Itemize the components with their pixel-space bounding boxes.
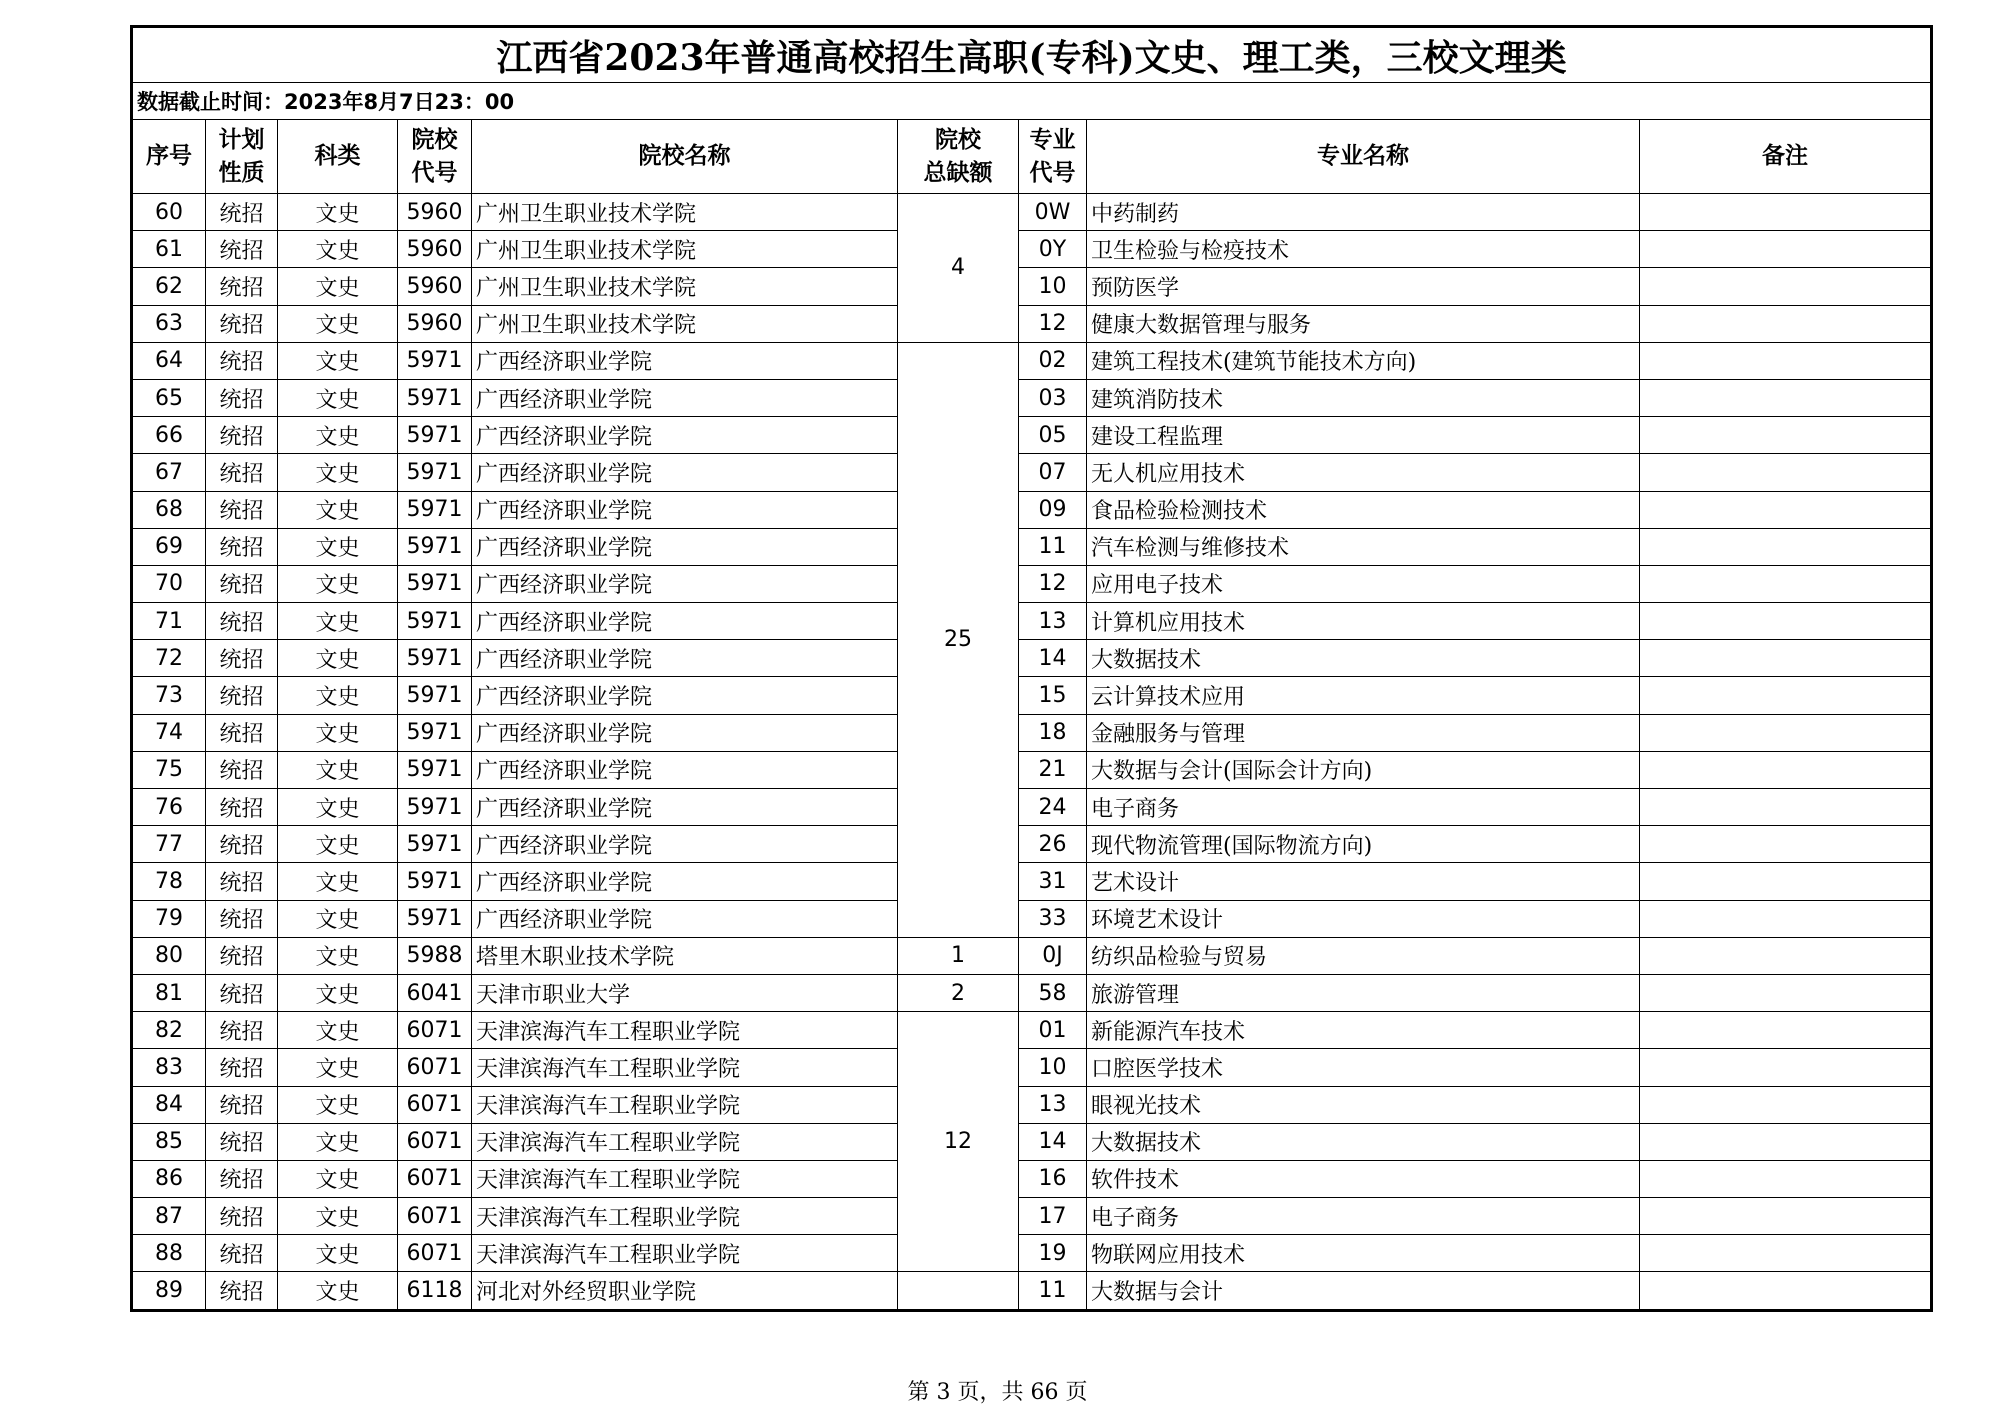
cell-plan-type: 统招 — [206, 974, 278, 1011]
cell-category: 文史 — [278, 603, 398, 640]
cell-category: 文史 — [278, 454, 398, 491]
cell-remark — [1640, 1012, 1932, 1049]
cell-category: 文史 — [278, 900, 398, 937]
table-row — [132, 826, 1932, 863]
cell-seq: 80 — [132, 937, 206, 974]
cell-seq: 62 — [132, 268, 206, 305]
cell-plan-type: 统招 — [206, 1012, 278, 1049]
cell-school-name: 塔里木职业技术学院 — [472, 937, 898, 974]
cell-plan-type: 统招 — [206, 640, 278, 677]
cell-major-code: 24 — [1019, 789, 1087, 826]
cell-remark — [1640, 863, 1932, 900]
column-header-row — [132, 120, 1932, 194]
cell-school-name: 广西经济职业学院 — [472, 603, 898, 640]
cell-school-code: 5960 — [398, 194, 472, 231]
cell-category: 文史 — [278, 491, 398, 528]
cell-seq: 77 — [132, 826, 206, 863]
cell-major-code: 12 — [1019, 305, 1087, 342]
table-row — [132, 1049, 1932, 1086]
cell-major-name: 大数据与会计 — [1087, 1272, 1640, 1310]
cell-school-name: 广州卫生职业技术学院 — [472, 231, 898, 268]
cell-seq: 69 — [132, 528, 206, 565]
cell-school-code: 6071 — [398, 1049, 472, 1086]
cell-school-code: 6071 — [398, 1012, 472, 1049]
cell-school-code: 6118 — [398, 1272, 472, 1310]
cell-plan-type: 统招 — [206, 491, 278, 528]
cell-seq: 85 — [132, 1123, 206, 1160]
cell-major-name: 现代物流管理(国际物流方向) — [1087, 826, 1640, 863]
cell-category: 文史 — [278, 751, 398, 788]
cell-major-name: 食品检验检测技术 — [1087, 491, 1640, 528]
cell-school-code: 5971 — [398, 565, 472, 602]
table-row — [132, 1086, 1932, 1123]
cell-plan-type: 统招 — [206, 900, 278, 937]
admissions-table — [130, 25, 1933, 1312]
cell-major-name: 汽车检测与维修技术 — [1087, 528, 1640, 565]
cell-plan-type: 统招 — [206, 1123, 278, 1160]
cell-remark — [1640, 1160, 1932, 1197]
cell-major-name: 物联网应用技术 — [1087, 1235, 1640, 1272]
cell-major-name: 建设工程监理 — [1087, 417, 1640, 454]
cell-major-code: 03 — [1019, 379, 1087, 416]
col-header-major-name: 专业名称 — [1087, 120, 1640, 194]
cell-category: 文史 — [278, 677, 398, 714]
table-row — [132, 789, 1932, 826]
table-body — [132, 194, 1932, 1311]
cell-plan-type: 统招 — [206, 751, 278, 788]
cell-plan-type: 统招 — [206, 565, 278, 602]
cell-seq: 71 — [132, 603, 206, 640]
cell-category: 文史 — [278, 305, 398, 342]
table-row — [132, 528, 1932, 565]
cell-remark — [1640, 528, 1932, 565]
cell-plan-type: 统招 — [206, 1198, 278, 1235]
cell-remark — [1640, 1235, 1932, 1272]
cell-category: 文史 — [278, 714, 398, 751]
cell-remark — [1640, 454, 1932, 491]
cell-plan-type: 统招 — [206, 305, 278, 342]
cell-seq: 60 — [132, 194, 206, 231]
cell-school-code: 5971 — [398, 714, 472, 751]
cell-major-name: 大数据技术 — [1087, 640, 1640, 677]
cell-major-name: 建筑消防技术 — [1087, 379, 1640, 416]
cell-school-name: 广西经济职业学院 — [472, 789, 898, 826]
cell-category: 文史 — [278, 826, 398, 863]
cell-major-name: 云计算技术应用 — [1087, 677, 1640, 714]
cell-seq: 88 — [132, 1235, 206, 1272]
table-row — [132, 454, 1932, 491]
cell-plan-type: 统招 — [206, 937, 278, 974]
cell-plan-type: 统招 — [206, 1235, 278, 1272]
cell-school-code: 5971 — [398, 751, 472, 788]
cell-school-name: 广西经济职业学院 — [472, 491, 898, 528]
col-header-plan-type: 计划 性质 — [206, 120, 278, 194]
cell-school-code: 5971 — [398, 491, 472, 528]
cell-major-name: 眼视光技术 — [1087, 1086, 1640, 1123]
col-header-vacancy: 院校 总缺额 — [898, 120, 1019, 194]
cell-category: 文史 — [278, 231, 398, 268]
cell-plan-type: 统招 — [206, 714, 278, 751]
cell-plan-type: 统招 — [206, 342, 278, 379]
table-row — [132, 714, 1932, 751]
col-header-major-code: 专业 代号 — [1019, 120, 1087, 194]
cell-remark — [1640, 1123, 1932, 1160]
cell-category: 文史 — [278, 974, 398, 1011]
table-row — [132, 974, 1932, 1011]
cell-school-code: 5971 — [398, 863, 472, 900]
cell-remark — [1640, 342, 1932, 379]
cell-school-code: 5960 — [398, 268, 472, 305]
cell-major-name: 旅游管理 — [1087, 974, 1640, 1011]
cell-school-code: 5960 — [398, 231, 472, 268]
cell-major-code: 58 — [1019, 974, 1087, 1011]
cell-category: 文史 — [278, 789, 398, 826]
cell-remark — [1640, 751, 1932, 788]
cell-major-name: 计算机应用技术 — [1087, 603, 1640, 640]
cell-seq: 86 — [132, 1160, 206, 1197]
cell-school-code: 5971 — [398, 342, 472, 379]
cell-major-name: 卫生检验与检疫技术 — [1087, 231, 1640, 268]
cell-major-code: 18 — [1019, 714, 1087, 751]
cell-seq: 84 — [132, 1086, 206, 1123]
table-row — [132, 1198, 1932, 1235]
cell-school-code: 5971 — [398, 677, 472, 714]
cell-remark — [1640, 1086, 1932, 1123]
cell-category: 文史 — [278, 194, 398, 231]
cell-major-code: 10 — [1019, 1049, 1087, 1086]
cell-plan-type: 统招 — [206, 454, 278, 491]
cell-major-code: 01 — [1019, 1012, 1087, 1049]
cell-major-code: 11 — [1019, 528, 1087, 565]
cell-remark — [1640, 714, 1932, 751]
table-row — [132, 379, 1932, 416]
cell-major-code: 31 — [1019, 863, 1087, 900]
table-row — [132, 1272, 1932, 1310]
cell-major-code: 21 — [1019, 751, 1087, 788]
table-row — [132, 231, 1932, 268]
cell-seq: 82 — [132, 1012, 206, 1049]
cell-school-code: 6071 — [398, 1086, 472, 1123]
cell-remark — [1640, 268, 1932, 305]
cell-plan-type: 统招 — [206, 789, 278, 826]
table-row — [132, 565, 1932, 602]
cell-school-name: 广州卫生职业技术学院 — [472, 194, 898, 231]
cell-plan-type: 统招 — [206, 268, 278, 305]
cell-plan-type: 统招 — [206, 677, 278, 714]
cell-category: 文史 — [278, 1198, 398, 1235]
cell-seq: 64 — [132, 342, 206, 379]
cell-category: 文史 — [278, 1235, 398, 1272]
cell-major-code: 13 — [1019, 1086, 1087, 1123]
cell-remark — [1640, 565, 1932, 602]
cell-school-name: 天津市职业大学 — [472, 974, 898, 1011]
cell-seq: 78 — [132, 863, 206, 900]
cell-category: 文史 — [278, 1160, 398, 1197]
cell-school-name: 天津滨海汽车工程职业学院 — [472, 1235, 898, 1272]
cell-vacancy-gap — [898, 1272, 1019, 1310]
cell-seq: 73 — [132, 677, 206, 714]
page-footer: 第 3 页，共 66 页 — [907, 1380, 1088, 1405]
cell-plan-type: 统招 — [206, 417, 278, 454]
cell-school-name: 广西经济职业学院 — [472, 454, 898, 491]
cell-seq: 74 — [132, 714, 206, 751]
cell-vacancy: 4 — [898, 194, 1019, 343]
table-row — [132, 1012, 1932, 1049]
cell-vacancy: 2 — [898, 974, 1019, 1011]
cell-school-name: 天津滨海汽车工程职业学院 — [472, 1160, 898, 1197]
cell-remark — [1640, 789, 1932, 826]
cell-plan-type: 统招 — [206, 194, 278, 231]
cell-category: 文史 — [278, 1049, 398, 1086]
cell-plan-type: 统招 — [206, 863, 278, 900]
cell-school-name: 广州卫生职业技术学院 — [472, 268, 898, 305]
cell-major-code: 16 — [1019, 1160, 1087, 1197]
table-row — [132, 937, 1932, 974]
table-row — [132, 417, 1932, 454]
cell-school-code: 5960 — [398, 305, 472, 342]
page-title: 江西省2023年普通高校招生高职(专科)文史、理工类，三校文理类 — [132, 27, 1932, 83]
cell-category: 文史 — [278, 565, 398, 602]
cell-seq: 75 — [132, 751, 206, 788]
table-row — [132, 640, 1932, 677]
cell-seq: 66 — [132, 417, 206, 454]
cell-school-name: 广西经济职业学院 — [472, 640, 898, 677]
cell-major-name: 金融服务与管理 — [1087, 714, 1640, 751]
cell-school-name: 广西经济职业学院 — [472, 677, 898, 714]
cell-major-name: 软件技术 — [1087, 1160, 1640, 1197]
cell-category: 文史 — [278, 417, 398, 454]
cell-plan-type: 统招 — [206, 1272, 278, 1310]
cell-school-name: 天津滨海汽车工程职业学院 — [472, 1012, 898, 1049]
cell-school-code: 5971 — [398, 900, 472, 937]
data-cutoff-time: 数据截止时间：2023年8月7日23：00 — [132, 83, 1932, 120]
cell-seq: 87 — [132, 1198, 206, 1235]
cell-major-name: 纺织品检验与贸易 — [1087, 937, 1640, 974]
cell-major-name: 大数据技术 — [1087, 1123, 1640, 1160]
cell-major-code: 14 — [1019, 1123, 1087, 1160]
cell-major-code: 0Y — [1019, 231, 1087, 268]
cell-seq: 68 — [132, 491, 206, 528]
cell-plan-type: 统招 — [206, 826, 278, 863]
cell-remark — [1640, 937, 1932, 974]
cell-major-code: 0J — [1019, 937, 1087, 974]
cell-remark — [1640, 826, 1932, 863]
cell-school-code: 5971 — [398, 417, 472, 454]
cell-plan-type: 统招 — [206, 1049, 278, 1086]
cell-school-name: 广西经济职业学院 — [472, 900, 898, 937]
cell-major-name: 新能源汽车技术 — [1087, 1012, 1640, 1049]
cell-vacancy: 25 — [898, 342, 1019, 937]
cell-major-name: 无人机应用技术 — [1087, 454, 1640, 491]
table-row — [132, 305, 1932, 342]
cell-category: 文史 — [278, 863, 398, 900]
table-row — [132, 491, 1932, 528]
cell-remark — [1640, 900, 1932, 937]
cell-major-code: 13 — [1019, 603, 1087, 640]
cell-school-name: 广西经济职业学院 — [472, 751, 898, 788]
cell-school-code: 5971 — [398, 640, 472, 677]
table-row — [132, 603, 1932, 640]
cell-plan-type: 统招 — [206, 379, 278, 416]
cell-school-code: 5971 — [398, 454, 472, 491]
cell-major-name: 预防医学 — [1087, 268, 1640, 305]
cell-school-code: 6071 — [398, 1235, 472, 1272]
col-header-remark: 备注 — [1640, 120, 1932, 194]
cell-category: 文史 — [278, 379, 398, 416]
cell-school-code: 5971 — [398, 603, 472, 640]
cell-remark — [1640, 1049, 1932, 1086]
cell-remark — [1640, 1198, 1932, 1235]
cell-school-name: 广西经济职业学院 — [472, 528, 898, 565]
cell-seq: 89 — [132, 1272, 206, 1310]
cell-school-code: 6071 — [398, 1198, 472, 1235]
col-header-school-name: 院校名称 — [472, 120, 898, 194]
cell-category: 文史 — [278, 1086, 398, 1123]
col-header-seq: 序号 — [132, 120, 206, 194]
cell-major-name: 电子商务 — [1087, 789, 1640, 826]
cell-major-name: 应用电子技术 — [1087, 565, 1640, 602]
cell-school-name: 天津滨海汽车工程职业学院 — [472, 1123, 898, 1160]
cell-major-code: 33 — [1019, 900, 1087, 937]
table-row — [132, 268, 1932, 305]
cell-school-name: 天津滨海汽车工程职业学院 — [472, 1086, 898, 1123]
cell-school-code: 5971 — [398, 826, 472, 863]
cell-major-name: 健康大数据管理与服务 — [1087, 305, 1640, 342]
cell-plan-type: 统招 — [206, 603, 278, 640]
cell-seq: 72 — [132, 640, 206, 677]
table-row — [132, 751, 1932, 788]
cell-vacancy: 12 — [898, 1012, 1019, 1272]
cell-school-name: 广西经济职业学院 — [472, 826, 898, 863]
cell-seq: 67 — [132, 454, 206, 491]
cell-plan-type: 统招 — [206, 1086, 278, 1123]
cell-school-code: 5988 — [398, 937, 472, 974]
cell-major-name: 中药制药 — [1087, 194, 1640, 231]
cell-school-code: 5971 — [398, 789, 472, 826]
cell-category: 文史 — [278, 937, 398, 974]
cell-remark — [1640, 491, 1932, 528]
cell-major-code: 26 — [1019, 826, 1087, 863]
cell-seq: 83 — [132, 1049, 206, 1086]
cell-major-name: 电子商务 — [1087, 1198, 1640, 1235]
cell-major-code: 10 — [1019, 268, 1087, 305]
cell-remark — [1640, 379, 1932, 416]
table-row — [132, 1123, 1932, 1160]
cell-major-code: 0W — [1019, 194, 1087, 231]
cell-school-name: 广西经济职业学院 — [472, 714, 898, 751]
cell-remark — [1640, 194, 1932, 231]
cell-category: 文史 — [278, 640, 398, 677]
cell-school-code: 6071 — [398, 1123, 472, 1160]
cell-school-name: 广西经济职业学院 — [472, 342, 898, 379]
cell-seq: 65 — [132, 379, 206, 416]
cell-school-name: 河北对外经贸职业学院 — [472, 1272, 898, 1310]
cell-category: 文史 — [278, 528, 398, 565]
cell-seq: 61 — [132, 231, 206, 268]
cell-remark — [1640, 231, 1932, 268]
cell-major-code: 02 — [1019, 342, 1087, 379]
cell-school-name: 天津滨海汽车工程职业学院 — [472, 1198, 898, 1235]
cell-major-name: 大数据与会计(国际会计方向) — [1087, 751, 1640, 788]
col-header-category: 科类 — [278, 120, 398, 194]
cell-seq: 70 — [132, 565, 206, 602]
cell-school-code: 5971 — [398, 528, 472, 565]
cell-plan-type: 统招 — [206, 231, 278, 268]
cell-major-code: 11 — [1019, 1272, 1087, 1310]
cell-major-code: 07 — [1019, 454, 1087, 491]
cell-seq: 63 — [132, 305, 206, 342]
cell-school-code: 6041 — [398, 974, 472, 1011]
table-row — [132, 1160, 1932, 1197]
cell-category: 文史 — [278, 342, 398, 379]
table-row — [132, 863, 1932, 900]
cell-school-code: 6071 — [398, 1160, 472, 1197]
cell-category: 文史 — [278, 268, 398, 305]
table-row — [132, 342, 1932, 379]
cell-school-name: 广西经济职业学院 — [472, 379, 898, 416]
cell-school-name: 广西经济职业学院 — [472, 863, 898, 900]
cell-school-name: 广州卫生职业技术学院 — [472, 305, 898, 342]
cell-major-name: 环境艺术设计 — [1087, 900, 1640, 937]
cell-remark — [1640, 305, 1932, 342]
cell-category: 文史 — [278, 1272, 398, 1310]
table-row — [132, 900, 1932, 937]
cell-remark — [1640, 677, 1932, 714]
table-row — [132, 677, 1932, 714]
table-row — [132, 1235, 1932, 1272]
cell-vacancy: 1 — [898, 937, 1019, 974]
cell-remark — [1640, 417, 1932, 454]
cell-school-name: 天津滨海汽车工程职业学院 — [472, 1049, 898, 1086]
cell-major-code: 05 — [1019, 417, 1087, 454]
cell-major-code: 14 — [1019, 640, 1087, 677]
cell-major-code: 17 — [1019, 1198, 1087, 1235]
cell-major-name: 艺术设计 — [1087, 863, 1640, 900]
cell-school-code: 5971 — [398, 379, 472, 416]
cell-seq: 81 — [132, 974, 206, 1011]
cell-seq: 79 — [132, 900, 206, 937]
table-row — [132, 194, 1932, 231]
cell-school-name: 广西经济职业学院 — [472, 417, 898, 454]
cell-plan-type: 统招 — [206, 528, 278, 565]
cell-major-code: 15 — [1019, 677, 1087, 714]
cell-remark — [1640, 974, 1932, 1011]
cell-seq: 76 — [132, 789, 206, 826]
cell-plan-type: 统招 — [206, 1160, 278, 1197]
cell-category: 文史 — [278, 1012, 398, 1049]
cell-school-name: 广西经济职业学院 — [472, 565, 898, 602]
col-header-school-code: 院校 代号 — [398, 120, 472, 194]
cell-major-code: 12 — [1019, 565, 1087, 602]
cell-remark — [1640, 603, 1932, 640]
cell-major-name: 口腔医学技术 — [1087, 1049, 1640, 1086]
cell-remark — [1640, 1272, 1932, 1310]
cell-major-name: 建筑工程技术(建筑节能技术方向) — [1087, 342, 1640, 379]
cell-major-code: 19 — [1019, 1235, 1087, 1272]
cell-major-code: 09 — [1019, 491, 1087, 528]
cell-remark — [1640, 640, 1932, 677]
cell-category: 文史 — [278, 1123, 398, 1160]
